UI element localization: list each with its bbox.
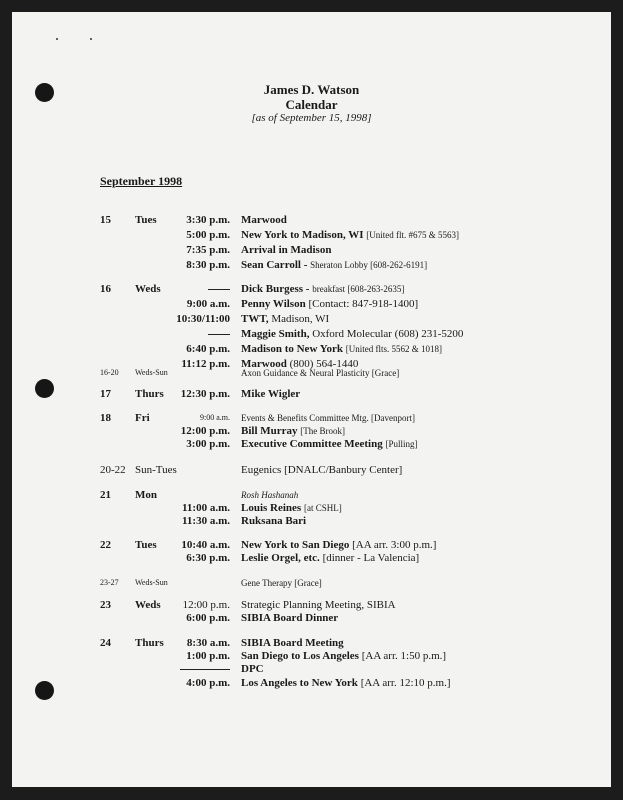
entry-weekday: Weds-Sun	[135, 578, 168, 587]
binder-hole	[35, 379, 54, 398]
entry-time-blank	[180, 660, 230, 674]
entry-event	[241, 312, 329, 326]
entry-time: 1:00 p.m.	[186, 650, 230, 662]
entry-time: 11:30 a.m.	[182, 515, 230, 527]
entry-event	[241, 611, 338, 625]
entry-event	[241, 488, 298, 502]
entry-time: 12:00 p.m.	[182, 599, 230, 611]
entry-weekday: Tues	[135, 539, 157, 551]
entry-time: 5:00 p.m.	[186, 229, 230, 241]
paper-speck	[90, 38, 92, 40]
event-title: Sean Carroll -	[241, 259, 308, 271]
entry-day: 23-27	[100, 578, 119, 587]
entry-time-blank	[208, 280, 230, 294]
entry-event	[241, 437, 418, 451]
event-note: Gene Therapy [Grace]	[241, 578, 322, 588]
entry-time: 11:12 p.m.	[181, 358, 230, 370]
event-title: Penny Wilson	[241, 298, 306, 310]
entry-event	[241, 551, 419, 565]
entry-event	[241, 243, 331, 257]
entry-time: 8:30 p.m.	[186, 259, 230, 271]
entry-time: 12:30 p.m.	[180, 388, 230, 400]
event-title: DPC	[241, 663, 264, 675]
entry-event	[241, 297, 418, 311]
entry-time: 9:00 a.m.	[186, 298, 230, 310]
entry-event	[241, 424, 345, 438]
entry-weekday: Thurs	[135, 637, 164, 649]
entry-time: 9:00 a.m.	[200, 413, 230, 422]
event-title: Madison to New York	[241, 343, 343, 355]
entry-event	[241, 649, 446, 663]
event-title: Arrival in Madison	[241, 244, 332, 256]
entry-time: 10:40 a.m.	[181, 539, 230, 551]
entry-event	[241, 411, 415, 425]
calendar-owner: James D. Watson	[263, 82, 360, 97]
event-note: Eugenics [DNALC/Banbury Center]	[241, 464, 403, 476]
entry-event	[241, 576, 322, 590]
event-title: Leslie Orgel, etc.	[241, 552, 320, 564]
entry-event	[241, 228, 459, 242]
event-note: [United flts. 5562 & 1018]	[345, 344, 442, 354]
event-note: [AA arr. 3:00 p.m.]	[352, 539, 437, 551]
event-note: [Pulling]	[385, 439, 418, 449]
event-title: Marwood	[241, 214, 287, 226]
entry-event	[241, 463, 402, 477]
event-note: Oxford Molecular (608) 231-5200	[312, 328, 464, 340]
event-title: San Diego to Los Angeles	[241, 650, 359, 662]
event-note: [at CSHL]	[303, 503, 342, 513]
paper-speck	[56, 38, 58, 40]
event-title: Dick Burgess -	[241, 283, 310, 295]
event-note: Axon Guidance & Neural Plasticity [Grace]	[241, 368, 400, 378]
entry-weekday: Sun-Tues	[135, 464, 177, 476]
entry-day: 17	[100, 388, 111, 400]
holiday-note: Rosh Hashanah	[241, 490, 299, 500]
entry-event	[241, 366, 399, 380]
entry-event	[241, 342, 442, 356]
blank-line	[208, 325, 230, 335]
event-title: SIBIA Board Meeting	[241, 637, 344, 649]
entry-weekday: Weds-Sun	[135, 368, 168, 377]
binder-hole	[35, 681, 54, 700]
blank-line	[208, 280, 230, 290]
entry-event	[241, 514, 306, 528]
event-title: Ruksana Bari	[241, 515, 307, 527]
entry-event	[241, 636, 344, 650]
event-note: breakfast [608-263-2635]	[312, 284, 405, 294]
event-title: New York to San Diego	[241, 539, 350, 551]
entry-day: 16	[100, 283, 111, 295]
entry-event	[241, 598, 396, 612]
event-note: (800) 564-1440	[289, 358, 359, 370]
calendar-date: [as of September 15, 1998]	[251, 112, 372, 124]
entry-event	[241, 501, 342, 515]
entry-day: 15	[100, 214, 111, 226]
event-note: Strategic Planning Meeting, SIBIA	[241, 599, 396, 611]
event-note: Events & Benefits Committee Mtg. [Davenport]	[241, 413, 415, 423]
entry-weekday: Weds	[135, 599, 161, 611]
event-title: Marwood	[241, 358, 287, 370]
entry-event	[241, 387, 300, 401]
event-note: Sheraton Lobby [608-262-6191]	[310, 260, 428, 270]
entry-time: 4:00 p.m.	[186, 677, 230, 689]
entry-time: 7:35 p.m.	[186, 244, 230, 256]
entry-day: 22	[100, 539, 111, 551]
entry-event	[241, 282, 404, 296]
event-title: New York to Madison, WI	[241, 229, 364, 241]
month-heading: September 1998	[100, 174, 183, 188]
entry-time: 3:30 p.m.	[186, 214, 230, 226]
calendar-title: Calendar	[285, 97, 338, 112]
event-title: Louis Reines	[241, 502, 302, 514]
entry-time: 10:30/11:00	[176, 313, 230, 325]
event-note: Madison, WI	[271, 313, 330, 325]
entry-time: 6:00 p.m.	[186, 612, 230, 624]
event-title: Bill Murray	[241, 425, 298, 437]
entry-event	[241, 213, 287, 227]
entry-day: 24	[100, 637, 111, 649]
event-note: [dinner - La Valencia]	[322, 552, 420, 564]
entry-time: 6:30 p.m.	[186, 552, 230, 564]
event-title: Executive Committee Meeting	[241, 438, 383, 450]
entry-weekday: Tues	[135, 214, 157, 226]
entry-time: 12:00 p.m.	[180, 425, 230, 437]
entry-weekday: Fri	[135, 412, 150, 424]
entry-day: 21	[100, 489, 111, 501]
event-title: TWT,	[241, 313, 269, 325]
event-title: Mike Wigler	[241, 388, 301, 400]
event-note: [AA arr. 12:10 p.m.]	[360, 677, 451, 689]
blank-line	[180, 660, 230, 670]
entry-time: 6:40 p.m.	[186, 343, 230, 355]
entry-weekday: Mon	[135, 489, 157, 501]
entry-weekday: Thurs	[135, 388, 164, 400]
entry-event	[241, 327, 463, 341]
event-title: Los Angeles to New York	[241, 677, 358, 689]
entry-time: 11:00 a.m.	[182, 502, 230, 514]
entry-day: 16-20	[100, 368, 119, 377]
event-title: SIBIA Board Dinner	[241, 612, 339, 624]
entry-event	[241, 258, 427, 272]
entry-day: 23	[100, 599, 111, 611]
entry-event	[241, 662, 264, 676]
event-note: [AA arr. 1:50 p.m.]	[361, 650, 447, 662]
entry-event	[241, 676, 451, 690]
entry-event	[241, 538, 436, 552]
entry-day: 18	[100, 412, 111, 424]
entry-time-blank	[208, 325, 230, 339]
event-note: [Contact: 847-918-1400]	[308, 298, 419, 310]
event-note: [United flt. #675 & 5563]	[366, 230, 460, 240]
entry-day: 20-22	[100, 464, 126, 476]
entry-time: 3:00 p.m.	[186, 438, 230, 450]
entry-time: 8:30 a.m.	[186, 637, 230, 649]
entry-weekday: Weds	[135, 283, 161, 295]
event-note: [The Brook]	[300, 426, 346, 436]
event-title: Maggie Smith,	[241, 328, 310, 340]
